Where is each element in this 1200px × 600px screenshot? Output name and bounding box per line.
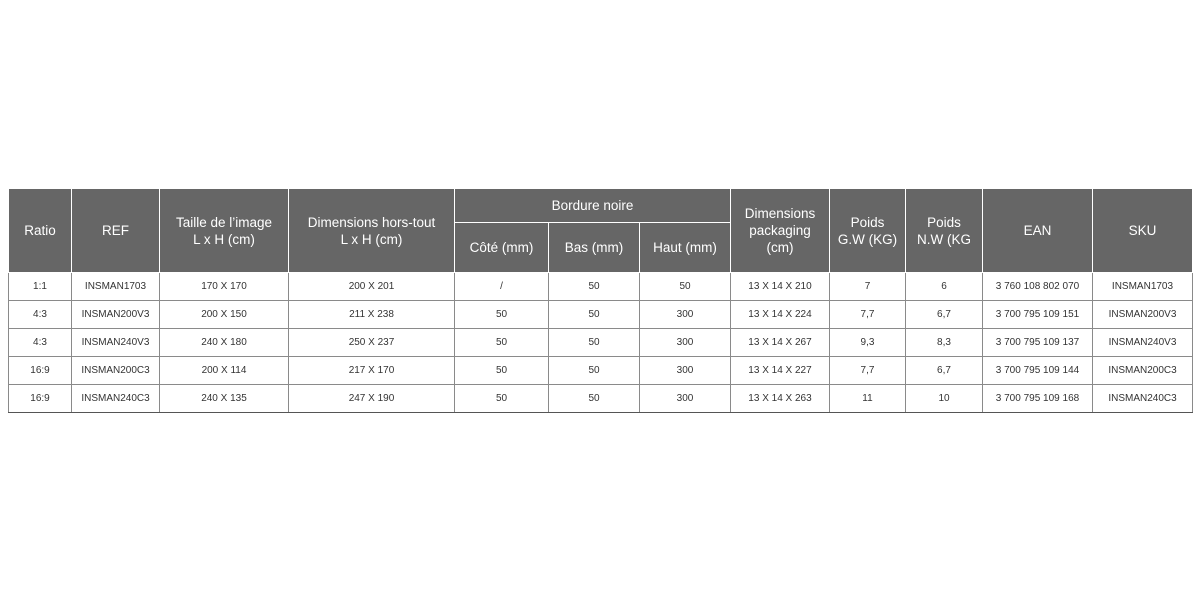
cell-bottom: 50 bbox=[549, 385, 640, 413]
cell-image-size: 240 X 180 bbox=[160, 329, 289, 357]
cell-image-size: 200 X 114 bbox=[160, 357, 289, 385]
cell-gross-weight: 11 bbox=[830, 385, 906, 413]
cell-net-weight: 6,7 bbox=[906, 301, 983, 329]
cell-packaging: 13 X 14 X 263 bbox=[731, 385, 830, 413]
cell-ref: INSMAN1703 bbox=[72, 273, 160, 301]
header-ratio: Ratio bbox=[9, 189, 72, 273]
cell-bottom: 50 bbox=[549, 329, 640, 357]
header-side: Côté (mm) bbox=[455, 222, 549, 272]
header-net-weight bbox=[906, 189, 983, 273]
cell-ratio: 16:9 bbox=[9, 357, 72, 385]
cell-top: 300 bbox=[640, 357, 731, 385]
cell-sku: INSMAN1703 bbox=[1093, 273, 1193, 301]
cell-net-weight: 6 bbox=[906, 273, 983, 301]
cell-packaging: 13 X 14 X 224 bbox=[731, 301, 830, 329]
cell-bottom: 50 bbox=[549, 357, 640, 385]
header-ean: EAN bbox=[983, 189, 1093, 273]
cell-bottom: 50 bbox=[549, 273, 640, 301]
cell-image-size: 170 X 170 bbox=[160, 273, 289, 301]
cell-side: / bbox=[455, 273, 549, 301]
cell-ref: INSMAN200C3 bbox=[72, 357, 160, 385]
header-overall-dimensions-line2: L x H (cm) bbox=[340, 231, 403, 247]
header-net-weight-line2: N.W (KG bbox=[917, 231, 971, 247]
header-bottom: Bas (mm) bbox=[549, 222, 640, 272]
cell-sku: INSMAN240V3 bbox=[1093, 329, 1193, 357]
cell-top: 300 bbox=[640, 385, 731, 413]
header-black-border: Bordure noire bbox=[455, 189, 731, 223]
cell-ean: 3 700 795 109 137 bbox=[983, 329, 1093, 357]
cell-gross-weight: 7,7 bbox=[830, 301, 906, 329]
cell-ref: INSMAN240C3 bbox=[72, 385, 160, 413]
cell-sku: INSMAN240C3 bbox=[1093, 385, 1193, 413]
header-overall-dimensions-line1: Dimensions hors-tout bbox=[307, 214, 436, 230]
cell-top: 50 bbox=[640, 273, 731, 301]
cell-side: 50 bbox=[455, 357, 549, 385]
header-gross-weight-line2: G.W (KG) bbox=[837, 231, 898, 247]
cell-ean: 3 700 795 109 151 bbox=[983, 301, 1093, 329]
header-ref: REF bbox=[72, 189, 160, 273]
cell-top: 300 bbox=[640, 329, 731, 357]
cell-packaging: 13 X 14 X 210 bbox=[731, 273, 830, 301]
cell-overall-dimensions: 250 X 237 bbox=[289, 329, 455, 357]
header-sku: SKU bbox=[1093, 189, 1193, 273]
header-image-size-line2: L x H (cm) bbox=[193, 231, 255, 247]
header-gross-weight-line1: Poids bbox=[850, 214, 885, 230]
header-packaging bbox=[731, 189, 830, 273]
cell-packaging: 13 X 14 X 267 bbox=[731, 329, 830, 357]
cell-ref: INSMAN200V3 bbox=[72, 301, 160, 329]
specifications-table bbox=[8, 188, 1193, 413]
cell-overall-dimensions: 217 X 170 bbox=[289, 357, 455, 385]
cell-gross-weight: 7,7 bbox=[830, 357, 906, 385]
cell-gross-weight: 7 bbox=[830, 273, 906, 301]
table-row bbox=[9, 357, 1193, 385]
cell-net-weight: 6,7 bbox=[906, 357, 983, 385]
cell-overall-dimensions: 211 X 238 bbox=[289, 301, 455, 329]
table-row bbox=[9, 385, 1193, 413]
cell-ratio: 1:1 bbox=[9, 273, 72, 301]
header-image-size-line1: Taille de l’image bbox=[175, 214, 273, 230]
cell-side: 50 bbox=[455, 385, 549, 413]
table-row bbox=[9, 301, 1193, 329]
cell-overall-dimensions: 247 X 190 bbox=[289, 385, 455, 413]
header-packaging-line1: Dimensions bbox=[744, 206, 816, 221]
cell-ref: INSMAN240V3 bbox=[72, 329, 160, 357]
cell-overall-dimensions: 200 X 201 bbox=[289, 273, 455, 301]
cell-top: 300 bbox=[640, 301, 731, 329]
header-gross-weight bbox=[830, 189, 906, 273]
table-row bbox=[9, 329, 1193, 357]
table-row bbox=[9, 273, 1193, 301]
cell-ean: 3 700 795 109 144 bbox=[983, 357, 1093, 385]
cell-ean: 3 760 108 802 070 bbox=[983, 273, 1093, 301]
cell-net-weight: 10 bbox=[906, 385, 983, 413]
cell-image-size: 200 X 150 bbox=[160, 301, 289, 329]
header-image-size bbox=[160, 189, 289, 273]
header-top: Haut (mm) bbox=[640, 222, 731, 272]
cell-side: 50 bbox=[455, 301, 549, 329]
cell-packaging: 13 X 14 X 227 bbox=[731, 357, 830, 385]
cell-ratio: 4:3 bbox=[9, 301, 72, 329]
cell-ean: 3 700 795 109 168 bbox=[983, 385, 1093, 413]
header-net-weight-line1: Poids bbox=[927, 214, 961, 230]
cell-gross-weight: 9,3 bbox=[830, 329, 906, 357]
cell-ratio: 4:3 bbox=[9, 329, 72, 357]
header-packaging-line2: packaging bbox=[749, 223, 811, 238]
cell-net-weight: 8,3 bbox=[906, 329, 983, 357]
cell-sku: INSMAN200V3 bbox=[1093, 301, 1193, 329]
cell-side: 50 bbox=[455, 329, 549, 357]
cell-bottom: 50 bbox=[549, 301, 640, 329]
header-packaging-line3: (cm) bbox=[766, 240, 794, 255]
header-overall-dimensions bbox=[289, 189, 455, 273]
cell-image-size: 240 X 135 bbox=[160, 385, 289, 413]
cell-ratio: 16:9 bbox=[9, 385, 72, 413]
cell-sku: INSMAN200C3 bbox=[1093, 357, 1193, 385]
